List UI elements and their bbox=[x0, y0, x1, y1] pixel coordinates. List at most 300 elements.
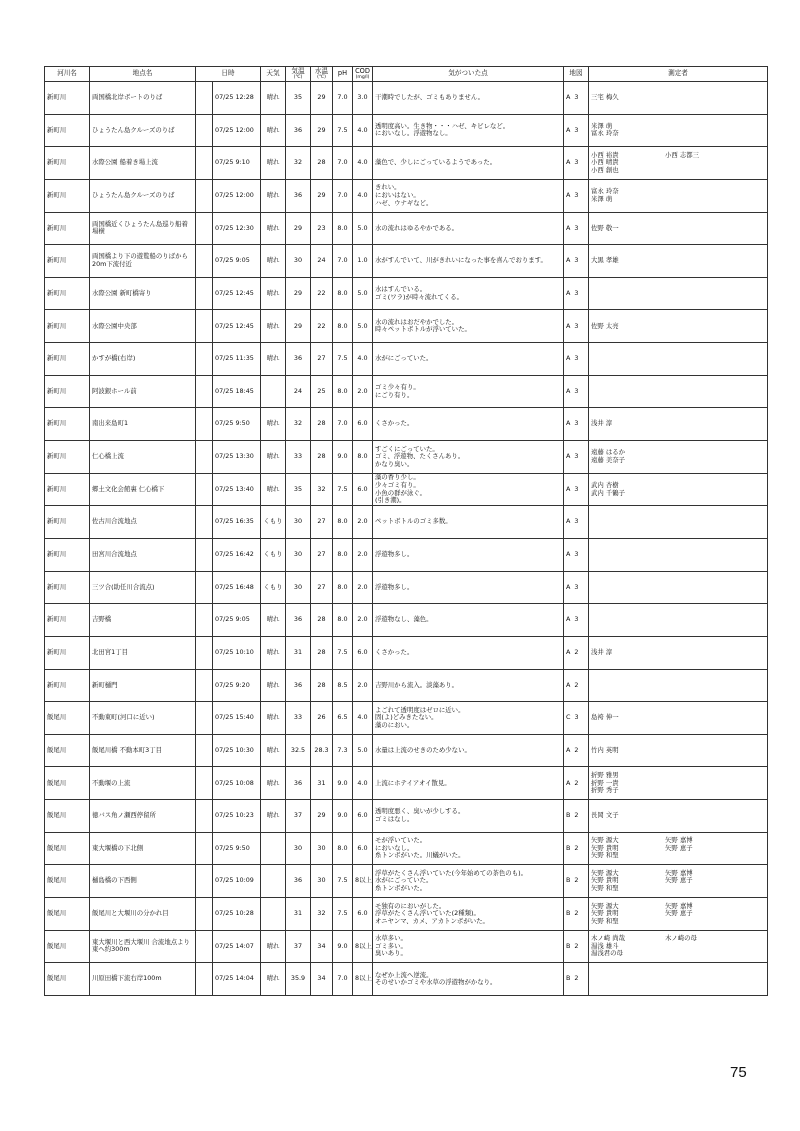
place-name: 水際公園中央部 bbox=[90, 310, 196, 343]
note-line: モが浮いていた。 bbox=[375, 836, 427, 845]
cod-value: 4.0 bbox=[353, 114, 373, 147]
cod-value: 1.0 bbox=[353, 245, 373, 278]
spacer-cell bbox=[196, 441, 213, 474]
weather: 晴れ bbox=[261, 473, 286, 506]
note-line: 藻色で、少しにごっているようであった。 bbox=[375, 158, 497, 167]
table-row bbox=[45, 538, 768, 571]
observers bbox=[589, 898, 768, 931]
cod-value: 8以上 bbox=[353, 963, 373, 996]
table-row bbox=[45, 343, 768, 376]
spacer-cell bbox=[196, 636, 213, 669]
ph-value: 6.5 bbox=[333, 702, 353, 735]
map-ref: A 3 bbox=[564, 343, 589, 376]
note-line: 小魚の群が泳ぐ。 bbox=[375, 488, 426, 497]
notes bbox=[373, 734, 564, 767]
observer-line bbox=[591, 649, 765, 657]
ph-value: 8.0 bbox=[333, 310, 353, 343]
note-line: (引き潮)。 bbox=[375, 496, 406, 505]
river-name: 新町川 bbox=[45, 473, 90, 506]
place-name: 阿波銀ホール前 bbox=[90, 375, 196, 408]
notes bbox=[373, 506, 564, 539]
table-row bbox=[45, 473, 768, 506]
observer-name: 島袴 伸一 bbox=[591, 713, 619, 722]
water-temp: 28.3 bbox=[311, 734, 333, 767]
observers bbox=[589, 473, 768, 506]
water-temp: 31 bbox=[311, 767, 333, 800]
map-ref: A 3 bbox=[564, 277, 589, 310]
note-line: ゴミはなし。 bbox=[375, 814, 414, 823]
air-temp: 32 bbox=[286, 147, 311, 180]
note-line: すごくにごっていた。 bbox=[375, 444, 439, 453]
date-time: 07/25 10:10 bbox=[213, 636, 261, 669]
notes bbox=[373, 930, 564, 963]
observer-name: 浅井 淳 bbox=[591, 419, 613, 428]
water-temp: 24 bbox=[311, 245, 333, 278]
spacer-cell bbox=[196, 865, 213, 898]
air-temp: 29 bbox=[286, 212, 311, 245]
observers bbox=[589, 343, 768, 376]
river-name: 新町川 bbox=[45, 538, 90, 571]
observer-line bbox=[591, 196, 765, 204]
observers bbox=[589, 538, 768, 571]
water-temp: 27 bbox=[311, 506, 333, 539]
notes bbox=[373, 408, 564, 441]
weather bbox=[261, 898, 286, 931]
map-ref: C 3 bbox=[564, 702, 589, 735]
notes bbox=[373, 473, 564, 506]
water-temp: 27 bbox=[311, 343, 333, 376]
observer-name: 矢野 嘉博 bbox=[665, 836, 693, 845]
table-row bbox=[45, 930, 768, 963]
weather: 晴れ bbox=[261, 277, 286, 310]
table-row bbox=[45, 832, 768, 865]
river-name: 飯尾川 bbox=[45, 767, 90, 800]
header-place: 地点名 bbox=[90, 67, 196, 82]
observers bbox=[589, 963, 768, 996]
cod-value: 2.0 bbox=[353, 375, 373, 408]
ph-value: 7.0 bbox=[333, 963, 353, 996]
map-ref: A 2 bbox=[564, 636, 589, 669]
place-name: 東大堰橋の下北側 bbox=[90, 832, 196, 865]
water-temp: 28 bbox=[311, 604, 333, 637]
air-temp: 33 bbox=[286, 441, 311, 474]
notes bbox=[373, 800, 564, 833]
spacer-cell bbox=[196, 571, 213, 604]
notes bbox=[373, 179, 564, 212]
date-time: 07/25 16:42 bbox=[213, 538, 261, 571]
river-name: 飯尾川 bbox=[45, 930, 90, 963]
map-ref: B 2 bbox=[564, 832, 589, 865]
observer-name: 湯浅君の母 bbox=[591, 949, 623, 958]
weather: 晴れ bbox=[261, 734, 286, 767]
note-line: 上流にホテイアオイ散見。 bbox=[375, 778, 451, 787]
ph-value: 7.0 bbox=[333, 408, 353, 441]
table-row bbox=[45, 734, 768, 767]
observer-name: 武内 千鶴子 bbox=[591, 488, 625, 497]
air-temp: 33 bbox=[286, 702, 311, 735]
spacer-cell bbox=[196, 179, 213, 212]
date-time: 07/25 13:40 bbox=[213, 473, 261, 506]
river-name: 新町川 bbox=[45, 669, 90, 702]
ph-value: 7.5 bbox=[333, 898, 353, 931]
observer-name: 矢野 和聖 bbox=[591, 916, 619, 925]
observer-name: 武内 杏樹 bbox=[591, 480, 619, 489]
note-line: 藻の香り少し。 bbox=[375, 473, 420, 482]
map-ref: A 3 bbox=[564, 147, 589, 180]
table-row bbox=[45, 441, 768, 474]
map-ref: B 2 bbox=[564, 865, 589, 898]
ph-value: 8.0 bbox=[333, 212, 353, 245]
ph-value: 9.0 bbox=[333, 930, 353, 963]
river-name: 新町川 bbox=[45, 636, 90, 669]
water-temp: 28 bbox=[311, 408, 333, 441]
place-name: 新町樋門 bbox=[90, 669, 196, 702]
notes bbox=[373, 441, 564, 474]
river-name: 飯尾川 bbox=[45, 963, 90, 996]
place-name: 両国橋より下の遊覧船のりばから20m下流付近 bbox=[90, 245, 196, 278]
water-temp: 22 bbox=[311, 310, 333, 343]
notes bbox=[373, 898, 564, 931]
air-temp: 36 bbox=[286, 604, 311, 637]
weather: 晴れ bbox=[261, 604, 286, 637]
cod-value: 6.0 bbox=[353, 636, 373, 669]
place-name: 仁心橋上流 bbox=[90, 441, 196, 474]
note-line: ハゼ、ウナギなど。 bbox=[375, 198, 433, 207]
map-ref: B 2 bbox=[564, 898, 589, 931]
cod-value: 2.0 bbox=[353, 604, 373, 637]
observer-name: 折野 雅男 bbox=[591, 770, 619, 779]
observers bbox=[589, 408, 768, 441]
place-name: 飯尾川橋 不動本町3丁目 bbox=[90, 734, 196, 767]
observer-line bbox=[591, 225, 765, 233]
ph-value: 7.5 bbox=[333, 636, 353, 669]
cod-value: 6.0 bbox=[353, 898, 373, 931]
map-ref: A 3 bbox=[564, 538, 589, 571]
note-line: くさかった。 bbox=[375, 647, 414, 656]
observers bbox=[589, 865, 768, 898]
water-temp: 34 bbox=[311, 963, 333, 996]
air-temp: 37 bbox=[286, 930, 311, 963]
cod-value: 6.0 bbox=[353, 832, 373, 865]
observers bbox=[589, 734, 768, 767]
spacer-cell bbox=[196, 408, 213, 441]
map-ref: A 3 bbox=[564, 82, 589, 115]
weather: 晴れ bbox=[261, 114, 286, 147]
table-row bbox=[45, 375, 768, 408]
notes bbox=[373, 114, 564, 147]
river-name: 新町川 bbox=[45, 441, 90, 474]
observer-name: 木ノ崎の母 bbox=[665, 934, 697, 943]
map-ref: A 3 bbox=[564, 441, 589, 474]
note-line: 糸トンボがいた。川蟻がいた。 bbox=[375, 851, 465, 860]
place-name: 両国橋近くひょうたん島巡り船着場横 bbox=[90, 212, 196, 245]
cod-value: 3.0 bbox=[353, 82, 373, 115]
ph-value: 8.0 bbox=[333, 277, 353, 310]
observer-name: 小西 志都三 bbox=[665, 150, 699, 159]
river-name: 新町川 bbox=[45, 277, 90, 310]
observer-line bbox=[591, 918, 765, 926]
table-header bbox=[45, 67, 768, 82]
cod-value: 6.0 bbox=[353, 800, 373, 833]
notes bbox=[373, 245, 564, 278]
notes bbox=[373, 343, 564, 376]
weather: 晴れ bbox=[261, 408, 286, 441]
spacer-cell bbox=[196, 669, 213, 702]
note-line: 藻のにおい。 bbox=[375, 720, 414, 729]
water-quality-table bbox=[44, 66, 768, 996]
observer-line bbox=[591, 188, 765, 196]
observer-name: 富永 玲奈 bbox=[591, 187, 619, 196]
spacer-cell bbox=[196, 538, 213, 571]
spacer-cell bbox=[196, 506, 213, 539]
spacer-cell bbox=[196, 212, 213, 245]
note-line: 水量は上流のせきのため少ない。 bbox=[375, 745, 471, 754]
water-temp: 22 bbox=[311, 277, 333, 310]
place-name: 三ツ合(助任川合流点) bbox=[90, 571, 196, 604]
note-line: 吉野川から流入。淡藻あり。 bbox=[375, 680, 459, 689]
water-temp: 32 bbox=[311, 898, 333, 931]
observer-name: 竹内 英明 bbox=[591, 745, 619, 754]
observer-line bbox=[591, 94, 765, 102]
observer-name: 浅井 淳 bbox=[591, 647, 613, 656]
map-ref: A 3 bbox=[564, 473, 589, 506]
cod-value: 5.0 bbox=[353, 212, 373, 245]
date-time: 07/25 13:30 bbox=[213, 441, 261, 474]
notes bbox=[373, 147, 564, 180]
observer-name: 小西 創也 bbox=[591, 165, 619, 174]
place-name: 水際公園 新町橋寄り bbox=[90, 277, 196, 310]
observers bbox=[589, 832, 768, 865]
date-time: 07/25 12:00 bbox=[213, 179, 261, 212]
date-time: 07/25 9:50 bbox=[213, 408, 261, 441]
river-name: 新町川 bbox=[45, 147, 90, 180]
header-map: 地図 bbox=[564, 67, 589, 82]
observer-name: 小西 晴貴 bbox=[591, 158, 619, 167]
river-name: 新町川 bbox=[45, 408, 90, 441]
note-line: 少々ゴミ有り。 bbox=[375, 480, 420, 489]
place-name: 飯尾川と大堰川の分かれ目 bbox=[90, 898, 196, 931]
map-ref: A 3 bbox=[564, 310, 589, 343]
date-time: 07/25 12:30 bbox=[213, 212, 261, 245]
observer-line bbox=[591, 420, 765, 428]
map-ref: B 2 bbox=[564, 800, 589, 833]
date-time: 07/25 14:07 bbox=[213, 930, 261, 963]
weather: 晴れ bbox=[261, 82, 286, 115]
observers bbox=[589, 375, 768, 408]
notes bbox=[373, 538, 564, 571]
weather: くもり bbox=[261, 538, 286, 571]
date-time: 07/25 12:45 bbox=[213, 310, 261, 343]
date-time: 07/25 9:10 bbox=[213, 147, 261, 180]
cod-value: 5.0 bbox=[353, 310, 373, 343]
observer-name: 長岡 文子 bbox=[591, 811, 619, 820]
ph-value: 7.0 bbox=[333, 82, 353, 115]
place-name: 徳バス角ノ瀬西停留所 bbox=[90, 800, 196, 833]
observer-line bbox=[591, 950, 765, 958]
map-ref: A 3 bbox=[564, 375, 589, 408]
map-ref: A 2 bbox=[564, 767, 589, 800]
observer-name: 矢野 恵子 bbox=[665, 909, 693, 918]
spacer-cell bbox=[196, 114, 213, 147]
observer-line bbox=[591, 852, 765, 860]
observers bbox=[589, 669, 768, 702]
table-row bbox=[45, 212, 768, 245]
observers bbox=[589, 636, 768, 669]
table-row bbox=[45, 767, 768, 800]
place-name: 川原田橋下流右岸100m bbox=[90, 963, 196, 996]
notes bbox=[373, 636, 564, 669]
note-line: 浮遊物多し。 bbox=[375, 582, 414, 591]
water-temp: 28 bbox=[311, 636, 333, 669]
spacer-cell bbox=[196, 473, 213, 506]
note-line: そのせいかゴミや水草の浮遊物がかなり。 bbox=[375, 978, 497, 987]
notes bbox=[373, 767, 564, 800]
observer-line bbox=[591, 747, 765, 755]
date-time: 07/25 10:09 bbox=[213, 865, 261, 898]
date-time: 07/25 12:45 bbox=[213, 277, 261, 310]
water-temp: 27 bbox=[311, 571, 333, 604]
cod-value: 8以上 bbox=[353, 930, 373, 963]
note-line: モ独有のにおいがした。 bbox=[375, 901, 446, 910]
map-ref: A 3 bbox=[564, 506, 589, 539]
observer-name: 折野 秀子 bbox=[591, 786, 619, 795]
observer-name: 三宅 梅久 bbox=[591, 93, 619, 102]
notes bbox=[373, 832, 564, 865]
water-temp: 23 bbox=[311, 212, 333, 245]
observers bbox=[589, 212, 768, 245]
cod-value: 4.0 bbox=[353, 343, 373, 376]
observer-name: 遠藤 はるか bbox=[591, 448, 625, 457]
air-temp: 30 bbox=[286, 245, 311, 278]
ph-value: 8.0 bbox=[333, 604, 353, 637]
observer-name: 矢野 嘉博 bbox=[665, 901, 693, 910]
place-name: 田宮川合流地点 bbox=[90, 538, 196, 571]
observer-name: 矢野 恵子 bbox=[665, 876, 693, 885]
weather: 晴れ bbox=[261, 767, 286, 800]
date-time: 07/25 10:23 bbox=[213, 800, 261, 833]
spacer-cell bbox=[196, 375, 213, 408]
note-line: よごれて透明度はゼロに近い。 bbox=[375, 705, 465, 714]
place-name: 吉野橋 bbox=[90, 604, 196, 637]
cod-value: 4.0 bbox=[353, 767, 373, 800]
observers bbox=[589, 147, 768, 180]
observer-name: 矢野 源大 bbox=[591, 868, 619, 877]
place-name: ひょうたん島クルーズのりば bbox=[90, 114, 196, 147]
observer-line bbox=[591, 167, 765, 175]
cod-value: 8以上 bbox=[353, 865, 373, 898]
place-name: 郷土文化会館裏 仁心橋下 bbox=[90, 473, 196, 506]
observer-name: 矢野 嘉博 bbox=[665, 868, 693, 877]
place-name: 水際公園 船着き場上流 bbox=[90, 147, 196, 180]
date-time: 07/25 12:00 bbox=[213, 114, 261, 147]
note-line: ゴミ多い。 bbox=[375, 941, 407, 950]
air-temp: 30 bbox=[286, 506, 311, 539]
water-temp: 30 bbox=[311, 832, 333, 865]
note-line: にごり有り。 bbox=[375, 390, 414, 399]
air-temp: 35.9 bbox=[286, 963, 311, 996]
water-temp: 34 bbox=[311, 930, 333, 963]
air-temp: 30 bbox=[286, 571, 311, 604]
place-name: 佐古川合流地点 bbox=[90, 506, 196, 539]
note-line: ゴミ(ワラ)が時々流れてくる。 bbox=[375, 292, 464, 301]
weather: 晴れ bbox=[261, 702, 286, 735]
date-time: 07/25 10:28 bbox=[213, 898, 261, 931]
date-time: 07/25 16:35 bbox=[213, 506, 261, 539]
note-line: においなし。 bbox=[375, 843, 414, 852]
spacer-cell bbox=[196, 343, 213, 376]
table-row bbox=[45, 245, 768, 278]
observers bbox=[589, 800, 768, 833]
note-line: 水の流れはおだやかでした。 bbox=[375, 317, 459, 326]
water-temp: 29 bbox=[311, 179, 333, 212]
ph-value: 8.0 bbox=[333, 571, 353, 604]
observer-name: 湯浅 雄斗 bbox=[591, 941, 619, 950]
river-name: 新町川 bbox=[45, 212, 90, 245]
weather: 晴れ bbox=[261, 441, 286, 474]
date-time: 07/25 10:08 bbox=[213, 767, 261, 800]
map-ref: A 3 bbox=[564, 604, 589, 637]
river-name: 新町川 bbox=[45, 310, 90, 343]
air-temp: 32 bbox=[286, 408, 311, 441]
cod-value: 6.0 bbox=[353, 408, 373, 441]
observers bbox=[589, 506, 768, 539]
spacer-cell bbox=[196, 734, 213, 767]
place-name: 樋島橋の下西側 bbox=[90, 865, 196, 898]
air-temp: 36 bbox=[286, 767, 311, 800]
note-line: ゴミ、浮遊物、たくさんあり。 bbox=[375, 452, 465, 461]
note-line: 透明度高い。生き物・・・ハゼ、キビレなど。 bbox=[375, 121, 510, 130]
spacer-cell bbox=[196, 245, 213, 278]
header-air-temp: 気温 (℃) bbox=[286, 67, 311, 82]
air-temp: 36 bbox=[286, 669, 311, 702]
cod-value: 4.0 bbox=[353, 147, 373, 180]
note-line: 固(よ)どみきたない。 bbox=[375, 713, 438, 722]
note-line: 糸トンボがいた。 bbox=[375, 883, 427, 892]
table-row bbox=[45, 114, 768, 147]
table-row bbox=[45, 865, 768, 898]
note-line: 臭いあり。 bbox=[375, 949, 407, 958]
spacer-cell bbox=[196, 767, 213, 800]
table-row bbox=[45, 82, 768, 115]
observer-name: 佐野 敬一 bbox=[591, 223, 619, 232]
air-temp: 35 bbox=[286, 82, 311, 115]
ph-value: 7.3 bbox=[333, 734, 353, 767]
weather: 晴れ bbox=[261, 800, 286, 833]
date-time: 07/25 11:35 bbox=[213, 343, 261, 376]
spacer-cell bbox=[196, 930, 213, 963]
map-ref: A 3 bbox=[564, 114, 589, 147]
notes bbox=[373, 669, 564, 702]
observer-name: 米澤 萌 bbox=[591, 194, 613, 203]
water-temp: 25 bbox=[311, 375, 333, 408]
observers bbox=[589, 930, 768, 963]
water-temp: 26 bbox=[311, 702, 333, 735]
observer-line bbox=[591, 714, 765, 722]
notes bbox=[373, 375, 564, 408]
river-name: 飯尾川 bbox=[45, 800, 90, 833]
note-line: 浮草がたくさん浮いていた(今年始めての茶色のも)。 bbox=[375, 868, 527, 877]
date-time: 07/25 9:20 bbox=[213, 669, 261, 702]
observer-name: 大黒 孝雄 bbox=[591, 256, 619, 265]
ph-value: 8.5 bbox=[333, 669, 353, 702]
weather: 晴れ bbox=[261, 179, 286, 212]
weather: 晴れ bbox=[261, 930, 286, 963]
map-ref: A 3 bbox=[564, 212, 589, 245]
ph-value: 7.0 bbox=[333, 179, 353, 212]
weather bbox=[261, 375, 286, 408]
table-row bbox=[45, 800, 768, 833]
observers bbox=[589, 245, 768, 278]
